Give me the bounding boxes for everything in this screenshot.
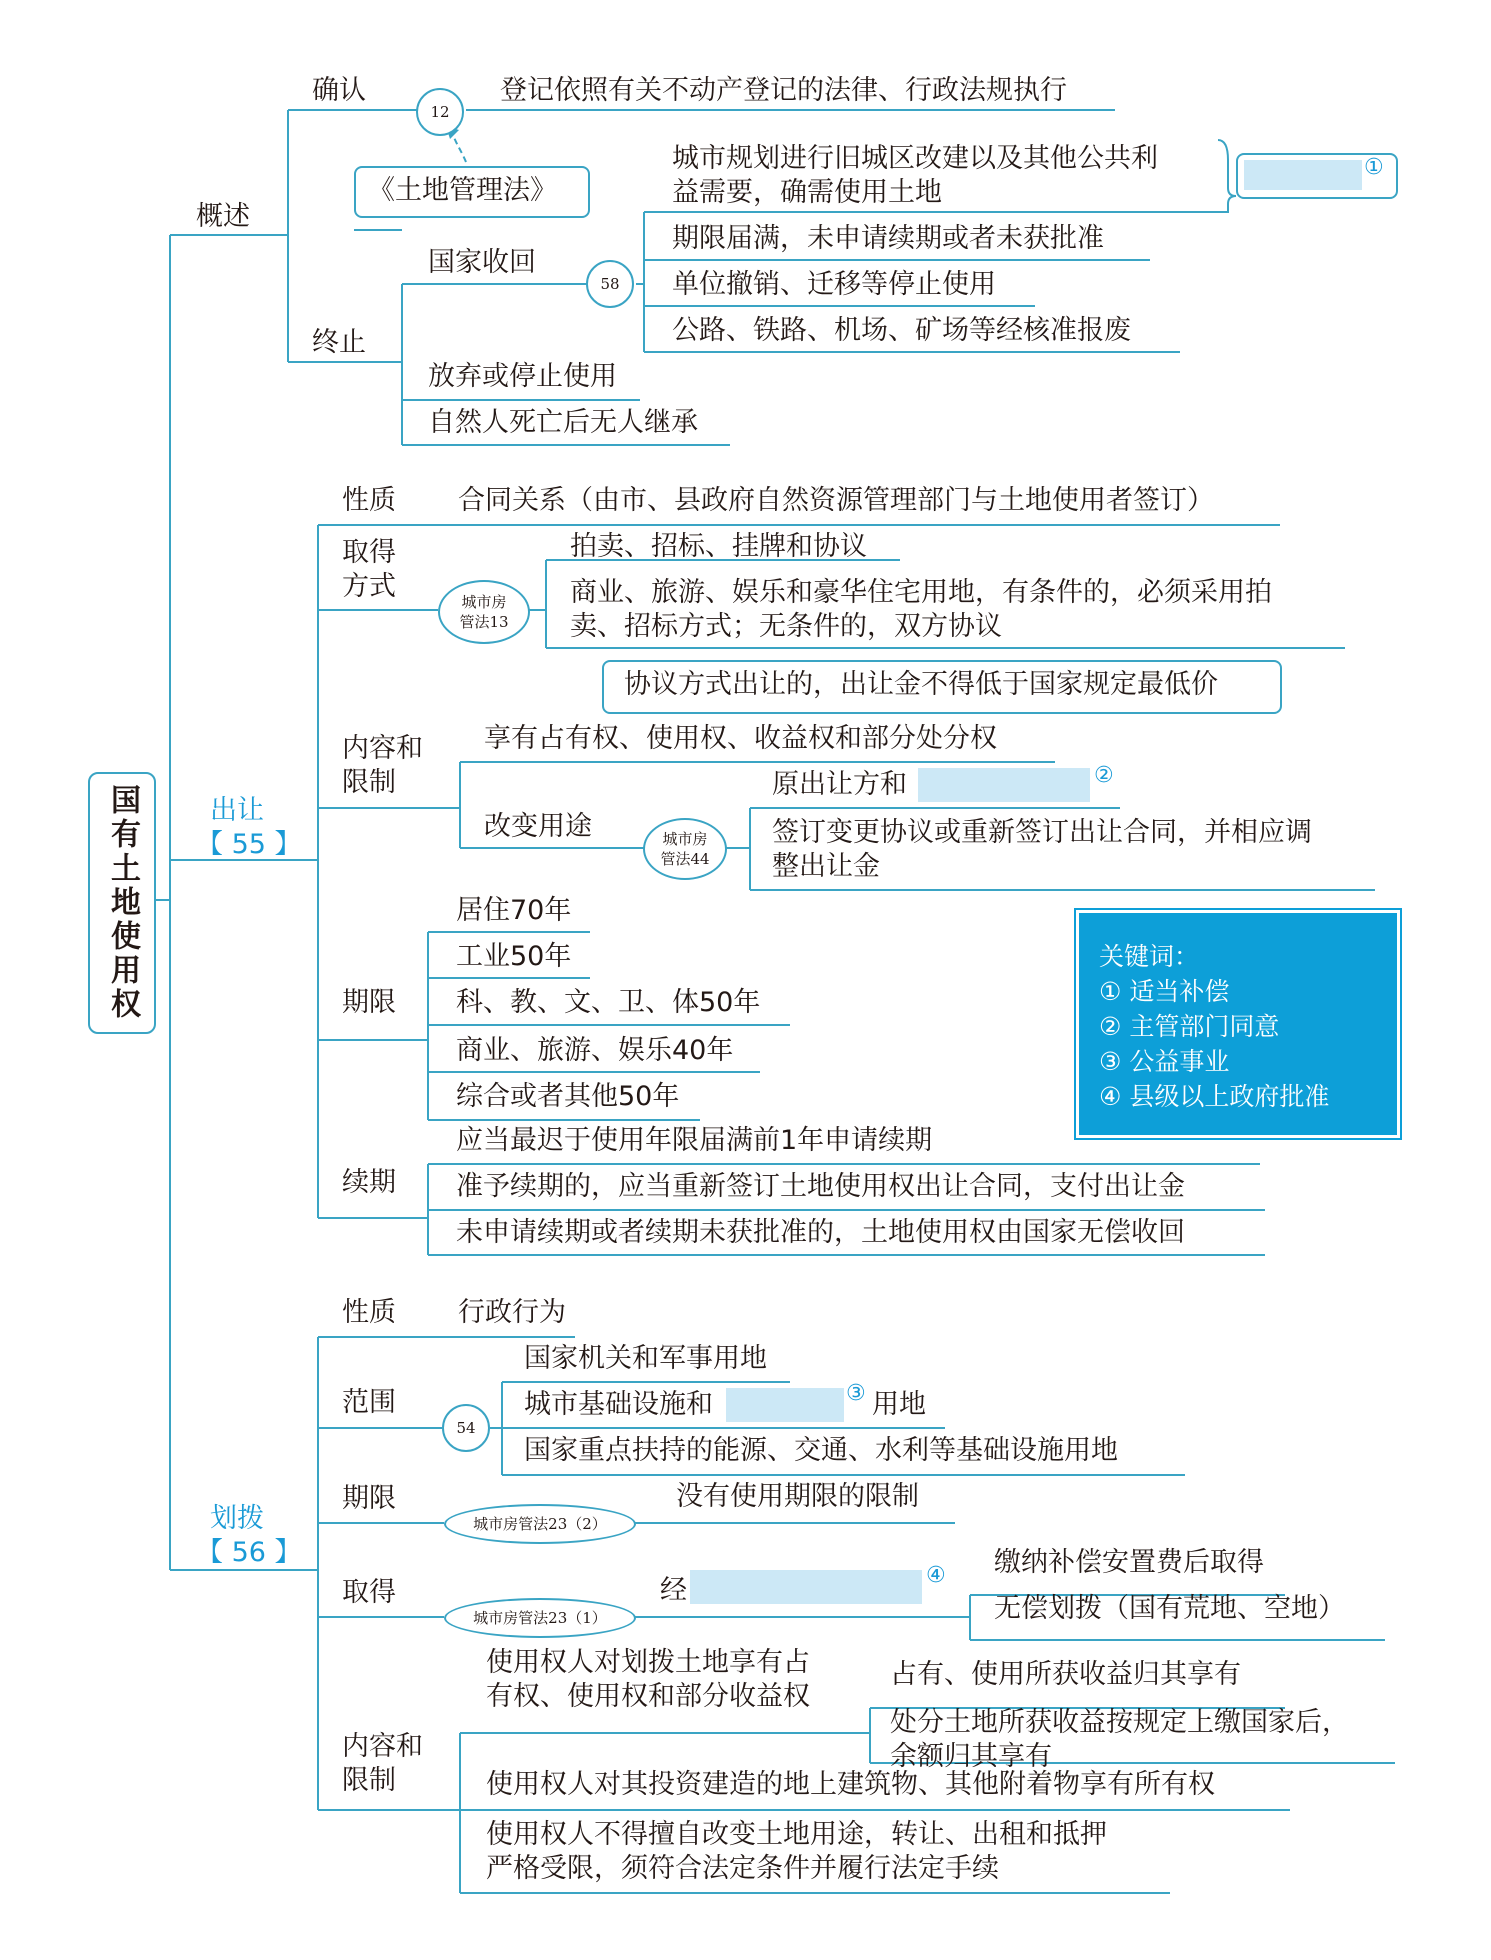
- comprehensive-term: 综合或者其他50年: [456, 1081, 680, 1112]
- qude-label-line2: 方式: [342, 571, 396, 602]
- keyword-title: 关键词：: [1099, 942, 1200, 971]
- blank-1-number: ①: [1364, 155, 1384, 180]
- churang-xingzhi-text: 合同关系（由市、县政府自然资源管理部门与土地使用者签订）: [458, 485, 1214, 516]
- root-title: 国有土地使用权: [105, 784, 140, 1022]
- blank-3: [726, 1388, 844, 1422]
- public-interest-line1: 城市规划进行旧城区改建以及其他公共利: [672, 143, 1158, 174]
- churang-neirong-line2: 限制: [342, 767, 396, 798]
- gov-land-text: 国家机关和军事用地: [524, 1343, 767, 1374]
- public-interest-line2: 益需要，确需使用土地: [672, 177, 942, 208]
- restrict-line1: 使用权人不得擅自改变土地用途，转让、出租和抵押: [486, 1819, 1107, 1850]
- expire-text: 期限届满，未申请续期或者未获批准: [672, 223, 1104, 254]
- keyword-4: ④ 县级以上政府批准: [1099, 1082, 1330, 1111]
- industry-term: 工业50年: [456, 941, 572, 972]
- huabo-label: 划拨: [210, 1503, 264, 1534]
- churang-qixian-label: 期限: [342, 987, 396, 1018]
- occupy-text: 占有、使用所获收益归其享有: [890, 1659, 1241, 1690]
- oval-law23-1: 城市房管法23（1）: [444, 1598, 636, 1638]
- guojia-shouhui-label: 国家收回: [428, 247, 536, 278]
- huabo-ref: 【 56 】: [196, 1537, 302, 1568]
- keyword-2: ② 主管部门同意: [1099, 1012, 1280, 1041]
- circle-54: 54: [442, 1404, 490, 1452]
- keyword-3: ③ 公益事业: [1099, 1047, 1230, 1076]
- oval-law44: [643, 818, 727, 880]
- original-text: 原出让方和: [772, 769, 907, 800]
- energy-text: 国家重点扶持的能源、交通、水利等基础设施用地: [524, 1435, 1118, 1466]
- blank-4: [690, 1570, 922, 1604]
- huabo-qude-label: 取得: [342, 1577, 396, 1608]
- oval-law44-line2: 管法44: [660, 850, 710, 868]
- dispose-line2: 余额归其享有: [890, 1741, 1052, 1772]
- user-rights-line1: 使用权人对划拨土地享有占: [486, 1647, 810, 1678]
- huabo-neirong-line2: 限制: [342, 1765, 396, 1796]
- qude-label-line1: 取得: [342, 537, 396, 568]
- blank-4-number: ④: [926, 1563, 946, 1588]
- commercial-line1: 商业、旅游、娱乐和豪华住宅用地，有条件的，必须采用拍: [570, 577, 1272, 608]
- huabo-neirong-line1: 内容和: [342, 1731, 423, 1762]
- agreement-text: 协议方式出让的，出让金不得低于国家规定最低价: [624, 669, 1218, 700]
- oval-law13: [438, 580, 530, 644]
- renew-apply-text: 应当最迟于使用年限届满前1年申请续期: [456, 1125, 933, 1156]
- auction-text: 拍卖、招标、挂牌和协议: [570, 531, 867, 562]
- renew-denied-text: 未申请续期或者续期未获批准的，土地使用权由国家无偿收回: [456, 1217, 1185, 1248]
- oval-law13-line2: 管法13: [459, 613, 509, 631]
- queren-text: 登记依照有关不动产登记的法律、行政法规执行: [500, 75, 1067, 106]
- gaishu-label: 概述: [196, 201, 250, 232]
- huabo-qixian-label: 期限: [342, 1483, 396, 1514]
- restrict-line2: 严格受限，须符合法定条件并履行法定手续: [486, 1853, 999, 1884]
- xuqi-label: 续期: [342, 1167, 396, 1198]
- huabo-xingzhi-text: 行政行为: [458, 1297, 566, 1328]
- no-limit-text: 没有使用期限的限制: [676, 1481, 919, 1512]
- circle-12: 12: [416, 88, 464, 136]
- sign-line2: 整出让金: [772, 851, 880, 882]
- churang-neirong-line1: 内容和: [342, 733, 423, 764]
- queren-label: 确认: [312, 75, 366, 106]
- root-node: [88, 772, 156, 1034]
- oval-law13-line1: 城市房: [461, 593, 507, 611]
- oval-law44-line1: 城市房: [662, 830, 708, 848]
- residential-term: 居住70年: [456, 895, 572, 926]
- commercial-line2: 卖、招标方式；无条件的，双方协议: [570, 611, 1002, 642]
- unit-cancel-text: 单位撤销、迁移等停止使用: [672, 269, 996, 300]
- blank-2: [918, 768, 1090, 802]
- jing-text: 经: [660, 1575, 687, 1606]
- abandon-text: 放弃或停止使用: [428, 361, 617, 392]
- dispose-line1: 处分土地所获收益按规定上缴国家后，: [890, 1707, 1349, 1738]
- ownership-text: 使用权人对其投资建造的地上建筑物、其他附着物享有所有权: [486, 1769, 1215, 1800]
- change-use-label: 改变用途: [484, 811, 592, 842]
- blank-2-number: ②: [1094, 763, 1114, 788]
- science-term: 科、教、文、卫、体50年: [456, 987, 761, 1018]
- churang-label: 出让: [210, 795, 264, 826]
- pay-text: 缴纳补偿安置费后取得: [994, 1547, 1264, 1578]
- sign-line1: 签订变更协议或重新签订出让合同，并相应调: [772, 817, 1312, 848]
- blank-1: [1244, 160, 1362, 190]
- renew-granted-text: 准予续期的，应当重新签订土地使用权出让合同，支付出让金: [456, 1171, 1185, 1202]
- blank-3-number: ③: [846, 1381, 866, 1406]
- infra-text-a: 城市基础设施和: [524, 1389, 713, 1420]
- law-box-text: 《土地管理法》: [368, 175, 557, 206]
- infra-text-b: 用地: [872, 1389, 926, 1420]
- commerce-term: 商业、旅游、娱乐40年: [456, 1035, 734, 1066]
- huabo-xingzhi-label: 性质: [342, 1297, 396, 1328]
- death-text: 自然人死亡后无人继承: [428, 407, 698, 438]
- zhongzhi-label: 终止: [312, 327, 366, 358]
- churang-xingzhi-label: 性质: [342, 485, 396, 516]
- rights-text: 享有占有权、使用权、收益权和部分处分权: [484, 723, 997, 754]
- fanwei-label: 范围: [342, 1387, 396, 1418]
- oval-law23-2: 城市房管法23（2）: [444, 1504, 636, 1544]
- user-rights-line2: 有权、使用权和部分收益权: [486, 1681, 810, 1712]
- circle-58: 58: [586, 260, 634, 308]
- churang-ref: 【 55 】: [196, 829, 302, 860]
- keyword-1: ① 适当补偿: [1099, 977, 1230, 1006]
- road-text: 公路、铁路、机场、矿场等经核准报废: [672, 315, 1131, 346]
- free-text: 无偿划拨（国有荒地、空地）: [994, 1593, 1345, 1624]
- keyword-box: [1076, 910, 1400, 1138]
